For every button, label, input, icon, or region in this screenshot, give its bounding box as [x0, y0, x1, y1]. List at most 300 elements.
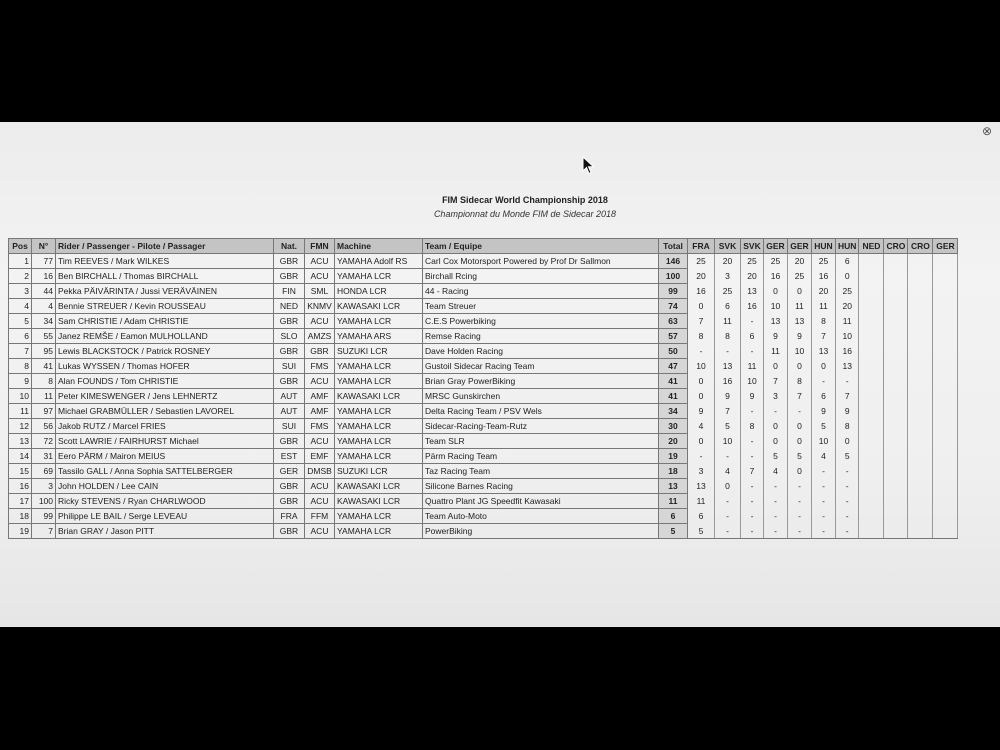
position-cell: 16 [9, 479, 32, 494]
position-cell: 19 [9, 524, 32, 539]
team-cell: Dave Holden Racing [423, 344, 659, 359]
fmn-cell: ACU [305, 254, 335, 269]
table-row [9, 254, 958, 269]
round-points-cell [908, 389, 933, 404]
total-cell: 47 [659, 359, 688, 374]
round-points-cell: 13 [715, 359, 741, 374]
round-points-cell [884, 374, 908, 389]
round-points-cell [859, 359, 884, 374]
riders-cell: Ben BIRCHALL / Thomas BIRCHALL [56, 269, 274, 284]
column-header-round-9: CRO [884, 239, 908, 254]
round-points-cell [884, 464, 908, 479]
position-cell: 14 [9, 449, 32, 464]
team-cell: Pärm Racing Team [423, 449, 659, 464]
nationality-cell: EST [274, 449, 305, 464]
column-header-round-3: SVK [741, 239, 764, 254]
number-cell: 69 [32, 464, 56, 479]
fmn-cell: ACU [305, 524, 335, 539]
table-row [9, 314, 958, 329]
round-points-cell: 8 [715, 329, 741, 344]
round-points-cell [884, 434, 908, 449]
number-cell: 11 [32, 389, 56, 404]
round-points-cell [884, 389, 908, 404]
round-points-cell: 10 [788, 344, 812, 359]
round-points-cell: 5 [688, 524, 715, 539]
round-points-cell: 8 [741, 419, 764, 434]
round-points-cell: 10 [836, 329, 859, 344]
round-points-cell: 13 [836, 359, 859, 374]
round-points-cell [933, 329, 958, 344]
round-points-cell [933, 314, 958, 329]
total-cell: 11 [659, 494, 688, 509]
column-header-team: Team / Equipe [423, 239, 659, 254]
fmn-cell: DMSB [305, 464, 335, 479]
round-points-cell [859, 329, 884, 344]
round-points-cell: 25 [788, 269, 812, 284]
round-points-cell: - [715, 344, 741, 359]
round-points-cell: 9 [836, 404, 859, 419]
round-points-cell: - [836, 524, 859, 539]
round-points-cell [908, 464, 933, 479]
team-cell: Brian Gray PowerBiking [423, 374, 659, 389]
round-points-cell [908, 329, 933, 344]
round-points-cell: 0 [836, 269, 859, 284]
total-cell: 20 [659, 434, 688, 449]
riders-cell: Tassilo GALL / Anna Sophia SATTELBERGER [56, 464, 274, 479]
team-cell: Sidecar-Racing-Team-Rutz [423, 419, 659, 434]
column-header-rider-passenger: Rider / Passenger - Pilote / Passager [56, 239, 274, 254]
round-points-cell [884, 344, 908, 359]
round-points-cell: 11 [715, 314, 741, 329]
machine-cell: SUZUKI LCR [335, 464, 423, 479]
number-cell: 97 [32, 404, 56, 419]
column-header-pos: Pos [9, 239, 32, 254]
round-points-cell: 0 [788, 359, 812, 374]
round-points-cell [859, 254, 884, 269]
machine-cell: YAMAHA LCR [335, 314, 423, 329]
round-points-cell [859, 269, 884, 284]
round-points-cell: 13 [764, 314, 788, 329]
table-row [9, 524, 958, 539]
round-points-cell: 0 [764, 434, 788, 449]
number-cell: 100 [32, 494, 56, 509]
round-points-cell: 10 [715, 434, 741, 449]
round-points-cell [884, 494, 908, 509]
round-points-cell: - [741, 404, 764, 419]
round-points-cell: 13 [812, 344, 836, 359]
column-header-round-11: GER [933, 239, 958, 254]
riders-cell: Peter KIMESWENGER / Jens LEHNERTZ [56, 389, 274, 404]
number-cell: 34 [32, 314, 56, 329]
round-points-cell [884, 509, 908, 524]
round-points-cell: 3 [715, 269, 741, 284]
number-cell: 56 [32, 419, 56, 434]
round-points-cell: - [741, 494, 764, 509]
round-points-cell: 11 [812, 299, 836, 314]
round-points-cell: 20 [688, 269, 715, 284]
table-row [9, 479, 958, 494]
round-points-cell [859, 404, 884, 419]
table-row [9, 449, 958, 464]
column-header-round-8: NED [859, 239, 884, 254]
round-points-cell: 0 [764, 419, 788, 434]
round-points-cell [933, 359, 958, 374]
round-points-cell [908, 344, 933, 359]
round-points-cell: - [788, 479, 812, 494]
round-points-cell: - [741, 344, 764, 359]
round-points-cell: - [764, 524, 788, 539]
total-cell: 30 [659, 419, 688, 434]
riders-cell: Eero PÄRM / Mairon MEIUS [56, 449, 274, 464]
round-points-cell [908, 404, 933, 419]
round-points-cell: 6 [688, 509, 715, 524]
round-points-cell [859, 494, 884, 509]
position-cell: 18 [9, 509, 32, 524]
round-points-cell: - [764, 479, 788, 494]
fmn-cell: ACU [305, 269, 335, 284]
round-points-cell: 5 [836, 449, 859, 464]
table-row [9, 374, 958, 389]
round-points-cell: - [812, 524, 836, 539]
team-cell: Carl Cox Motorsport Powered by Prof Dr Sallmon [423, 254, 659, 269]
column-header-nationality: Nat. [274, 239, 305, 254]
round-points-cell: 3 [688, 464, 715, 479]
round-points-cell: 13 [741, 284, 764, 299]
round-points-cell [884, 359, 908, 374]
round-points-cell: - [836, 509, 859, 524]
machine-cell: KAWASAKI LCR [335, 299, 423, 314]
nationality-cell: SUI [274, 359, 305, 374]
fmn-cell: EMF [305, 449, 335, 464]
round-points-cell [884, 299, 908, 314]
round-points-cell [884, 314, 908, 329]
round-points-cell [933, 449, 958, 464]
round-points-cell: 16 [764, 269, 788, 284]
round-points-cell [884, 284, 908, 299]
number-cell: 55 [32, 329, 56, 344]
round-points-cell: 10 [812, 434, 836, 449]
position-cell: 17 [9, 494, 32, 509]
team-cell: Taz Racing Team [423, 464, 659, 479]
machine-cell: YAMAHA LCR [335, 419, 423, 434]
fmn-cell: FMS [305, 419, 335, 434]
round-points-cell [908, 374, 933, 389]
machine-cell: YAMAHA LCR [335, 404, 423, 419]
team-cell: C.E.S Powerbiking [423, 314, 659, 329]
fmn-cell: AMZS [305, 329, 335, 344]
riders-cell: Scott LAWRIE / FAIRHURST Michael [56, 434, 274, 449]
position-cell: 7 [9, 344, 32, 359]
riders-cell: John HOLDEN / Lee CAIN [56, 479, 274, 494]
round-points-cell: - [812, 374, 836, 389]
round-points-cell [933, 389, 958, 404]
riders-cell: Lukas WYSSEN / Thomas HOFER [56, 359, 274, 374]
round-points-cell: 4 [764, 464, 788, 479]
column-header-total: Total [659, 239, 688, 254]
round-points-cell: 13 [688, 479, 715, 494]
position-cell: 9 [9, 374, 32, 389]
number-cell: 31 [32, 449, 56, 464]
round-points-cell [859, 389, 884, 404]
screen-area [0, 122, 1000, 627]
round-points-cell: - [715, 449, 741, 464]
round-points-cell: 10 [688, 359, 715, 374]
round-points-cell: - [741, 509, 764, 524]
number-cell: 44 [32, 284, 56, 299]
round-points-cell: 0 [715, 479, 741, 494]
machine-cell: YAMAHA LCR [335, 524, 423, 539]
round-points-cell: 9 [812, 404, 836, 419]
column-header-round-6: HUN [812, 239, 836, 254]
position-cell: 2 [9, 269, 32, 284]
round-points-cell [933, 509, 958, 524]
round-points-cell [933, 419, 958, 434]
round-points-cell [884, 419, 908, 434]
round-points-cell [884, 329, 908, 344]
round-points-cell: 5 [812, 419, 836, 434]
nationality-cell: GBR [274, 344, 305, 359]
round-points-cell: 0 [688, 299, 715, 314]
team-cell: Gustoil Sidecar Racing Team [423, 359, 659, 374]
nationality-cell: GBR [274, 434, 305, 449]
round-points-cell: 0 [788, 284, 812, 299]
round-points-cell [884, 404, 908, 419]
round-points-cell [908, 449, 933, 464]
round-points-cell: 9 [788, 329, 812, 344]
team-cell: Birchall Rcing [423, 269, 659, 284]
round-points-cell [908, 524, 933, 539]
riders-cell: Jakob RUTZ / Marcel FRIES [56, 419, 274, 434]
round-points-cell [933, 494, 958, 509]
position-cell: 5 [9, 314, 32, 329]
round-points-cell: - [836, 479, 859, 494]
round-points-cell: 20 [788, 254, 812, 269]
machine-cell: SUZUKI LCR [335, 344, 423, 359]
round-points-cell [908, 254, 933, 269]
round-points-cell: 25 [812, 254, 836, 269]
team-cell: Team SLR [423, 434, 659, 449]
table-row [9, 509, 958, 524]
number-cell: 72 [32, 434, 56, 449]
machine-cell: YAMAHA LCR [335, 434, 423, 449]
table-row [9, 404, 958, 419]
column-header-round-2: SVK [715, 239, 741, 254]
round-points-cell [908, 479, 933, 494]
round-points-cell: - [812, 479, 836, 494]
round-points-cell: 16 [836, 344, 859, 359]
number-cell: 3 [32, 479, 56, 494]
round-points-cell: - [764, 509, 788, 524]
round-points-cell: 16 [741, 299, 764, 314]
round-points-cell: - [688, 449, 715, 464]
round-points-cell: 4 [812, 449, 836, 464]
machine-cell: YAMAHA ARS [335, 329, 423, 344]
total-cell: 13 [659, 479, 688, 494]
round-points-cell: 20 [812, 284, 836, 299]
table-row [9, 494, 958, 509]
nationality-cell: AUT [274, 404, 305, 419]
round-points-cell [884, 524, 908, 539]
total-cell: 6 [659, 509, 688, 524]
total-cell: 57 [659, 329, 688, 344]
round-points-cell [859, 479, 884, 494]
round-points-cell: 5 [715, 419, 741, 434]
total-cell: 19 [659, 449, 688, 464]
round-points-cell: 9 [741, 389, 764, 404]
round-points-cell: 4 [688, 419, 715, 434]
team-cell: Silicone Barnes Racing [423, 479, 659, 494]
nationality-cell: NED [274, 299, 305, 314]
round-points-cell: 11 [836, 314, 859, 329]
round-points-cell [884, 269, 908, 284]
round-points-cell: - [788, 524, 812, 539]
round-points-cell [859, 449, 884, 464]
column-header-round-4: GER [764, 239, 788, 254]
fmn-cell: ACU [305, 374, 335, 389]
round-points-cell [859, 524, 884, 539]
machine-cell: YAMAHA LCR [335, 269, 423, 284]
fmn-cell: FFM [305, 509, 335, 524]
round-points-cell [859, 299, 884, 314]
position-cell: 11 [9, 404, 32, 419]
round-points-cell: 6 [812, 389, 836, 404]
round-points-cell [908, 419, 933, 434]
table-row [9, 284, 958, 299]
round-points-cell: 6 [741, 329, 764, 344]
position-cell: 1 [9, 254, 32, 269]
team-cell: Quattro Plant JG Speedfit Kawasaki [423, 494, 659, 509]
round-points-cell: 8 [788, 374, 812, 389]
total-cell: 41 [659, 389, 688, 404]
total-cell: 99 [659, 284, 688, 299]
table-row [9, 344, 958, 359]
riders-cell: Michael GRABMÜLLER / Sebastien LAVOREL [56, 404, 274, 419]
round-points-cell: - [836, 374, 859, 389]
column-header-fmn: FMN [305, 239, 335, 254]
round-points-cell: 3 [764, 389, 788, 404]
round-points-cell: 25 [836, 284, 859, 299]
round-points-cell: 25 [715, 284, 741, 299]
round-points-cell [908, 269, 933, 284]
round-points-cell [884, 479, 908, 494]
round-points-cell [933, 269, 958, 284]
round-points-cell: 7 [688, 314, 715, 329]
fmn-cell: GBR [305, 344, 335, 359]
team-cell: 44 - Racing [423, 284, 659, 299]
number-cell: 4 [32, 299, 56, 314]
team-cell: Team Auto-Moto [423, 509, 659, 524]
round-points-cell [908, 509, 933, 524]
page-title: FIM Sidecar World Championship 2018 [442, 195, 608, 205]
nationality-cell: GBR [274, 494, 305, 509]
nationality-cell: SLO [274, 329, 305, 344]
round-points-cell [933, 479, 958, 494]
table-row [9, 464, 958, 479]
round-points-cell [859, 509, 884, 524]
round-points-cell: 25 [688, 254, 715, 269]
position-cell: 15 [9, 464, 32, 479]
machine-cell: YAMAHA Adolf RS [335, 254, 423, 269]
round-points-cell: - [715, 509, 741, 524]
nationality-cell: GER [274, 464, 305, 479]
position-cell: 12 [9, 419, 32, 434]
round-points-cell [884, 449, 908, 464]
round-points-cell [859, 374, 884, 389]
round-points-cell: - [741, 314, 764, 329]
column-header-round-5: GER [788, 239, 812, 254]
round-points-cell: - [836, 494, 859, 509]
round-points-cell: 20 [715, 254, 741, 269]
round-points-cell [933, 284, 958, 299]
round-points-cell [933, 374, 958, 389]
fmn-cell: ACU [305, 479, 335, 494]
round-points-cell: 0 [836, 434, 859, 449]
machine-cell: KAWASAKI LCR [335, 479, 423, 494]
total-cell: 63 [659, 314, 688, 329]
round-points-cell [933, 254, 958, 269]
round-points-cell [933, 404, 958, 419]
number-cell: 77 [32, 254, 56, 269]
team-cell: PowerBiking [423, 524, 659, 539]
number-cell: 7 [32, 524, 56, 539]
round-points-cell: - [812, 509, 836, 524]
round-points-cell: 6 [836, 254, 859, 269]
round-points-cell [859, 284, 884, 299]
fmn-cell: ACU [305, 434, 335, 449]
team-cell: MRSC Gunskirchen [423, 389, 659, 404]
round-points-cell [859, 434, 884, 449]
table-row [9, 389, 958, 404]
table-row [9, 434, 958, 449]
round-points-cell: 5 [764, 449, 788, 464]
round-points-cell: - [715, 524, 741, 539]
round-points-cell: 11 [688, 494, 715, 509]
round-points-cell: - [741, 479, 764, 494]
round-points-cell [908, 314, 933, 329]
machine-cell: YAMAHA LCR [335, 449, 423, 464]
round-points-cell [908, 434, 933, 449]
round-points-cell: 0 [788, 434, 812, 449]
machine-cell: KAWASAKI LCR [335, 494, 423, 509]
round-points-cell: 5 [788, 449, 812, 464]
round-points-cell: 0 [688, 374, 715, 389]
round-points-cell [908, 359, 933, 374]
round-points-cell [933, 299, 958, 314]
round-points-cell: 7 [788, 389, 812, 404]
round-points-cell [933, 344, 958, 359]
round-points-cell [908, 299, 933, 314]
round-points-cell: 7 [812, 329, 836, 344]
team-cell: Delta Racing Team / PSV Wels [423, 404, 659, 419]
round-points-cell: 11 [741, 359, 764, 374]
nationality-cell: SUI [274, 419, 305, 434]
standings-table [8, 238, 958, 539]
round-points-cell: 16 [688, 284, 715, 299]
round-points-cell: 8 [812, 314, 836, 329]
riders-cell: Sam CHRISTIE / Adam CHRISTIE [56, 314, 274, 329]
total-cell: 50 [659, 344, 688, 359]
round-points-cell: - [741, 434, 764, 449]
riders-cell: Lewis BLACKSTOCK / Patrick ROSNEY [56, 344, 274, 359]
position-cell: 13 [9, 434, 32, 449]
round-points-cell [859, 344, 884, 359]
round-points-cell: 10 [764, 299, 788, 314]
round-points-cell: - [715, 494, 741, 509]
team-cell: Remse Racing [423, 329, 659, 344]
position-cell: 10 [9, 389, 32, 404]
round-points-cell [859, 419, 884, 434]
nationality-cell: FIN [274, 284, 305, 299]
